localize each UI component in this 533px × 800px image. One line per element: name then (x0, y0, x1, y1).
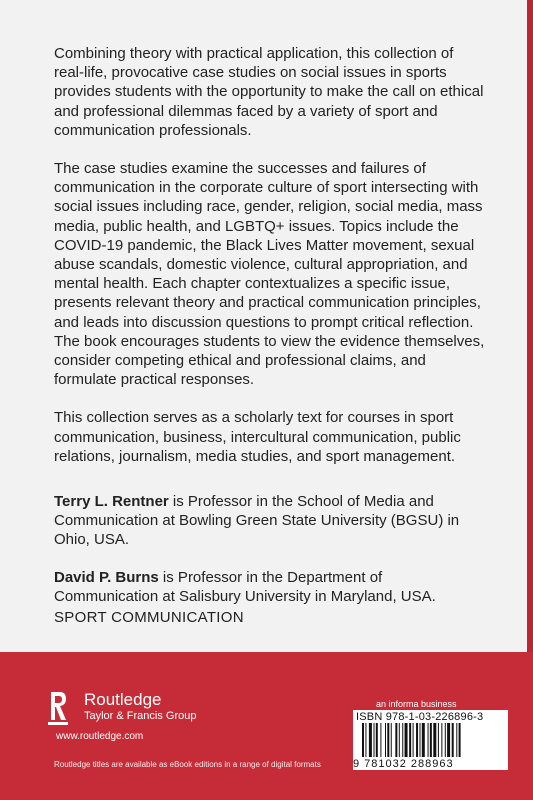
author-desc-2: is Professor in the Department of Communication at Salisbury University in Maryland, USA. (54, 568, 436, 605)
blurb-paragraph-2: The case studies examine the successes and failures of communication in the corporate culture of sport intersecting with social issues including race, gender, religion, social media, mass media, public health, and LGBTQ+ issues. Topics include the COVID-19 pandemic, the Black Lives Matter movement, sexual abuse scandals, domestic violence, cultural appropriation, and mental health. Each chapter contextualizes a specific issue, presents relevant theory and practical communication principles, and leads into discussion questions to prompt critical reflection. The book encourages students to view the evidence themselves, consider competing ethical and professional claims, and formulate practical responses. (54, 160, 485, 389)
author-name-1: Terry L. Rentner (54, 493, 169, 511)
spine-edge-stripe (527, 0, 533, 652)
isbn-label: ISBN 978-1-03-226896-3 (356, 711, 484, 723)
informa-tagline: an informa business (376, 699, 457, 709)
publisher-name: Routledge (84, 690, 162, 709)
ebook-footnote: Routledge titles are available as eBook editions in a range of digital formats (54, 760, 321, 769)
publisher-tagline: Taylor & Francis Group (84, 710, 197, 722)
subject-category: SPORT COMMUNICATION (54, 609, 244, 626)
author-desc-1: is Professor in the School of Media and Communication at Bowling Green State University (BGSU) in Ohio, USA. (54, 493, 460, 549)
barcode-number: 9 781032 288963 (353, 758, 454, 770)
author-bio-2 (54, 568, 486, 606)
routledge-r-logo-icon (48, 690, 68, 726)
blurb-text (54, 44, 486, 624)
publisher-url[interactable]: www.routledge.com (56, 731, 144, 742)
blurb-paragraph-1: Combining theory with practical application, this collection of real-life, provocative case studies on social issues in sports provides students with the opportunity to make the call on ethical and professional dilemmas faced by a variety of sport and communication professionals. (54, 45, 484, 139)
author-bio-1 (54, 492, 486, 550)
barcode-icon (360, 723, 500, 759)
blurb-paragraph-3: This collection serves as a scholarly text for courses in sport communication, business, intercultural communication, public relations, journalism, media studies, and sport management. (54, 409, 461, 465)
author-name-2: David P. Burns (54, 568, 159, 586)
